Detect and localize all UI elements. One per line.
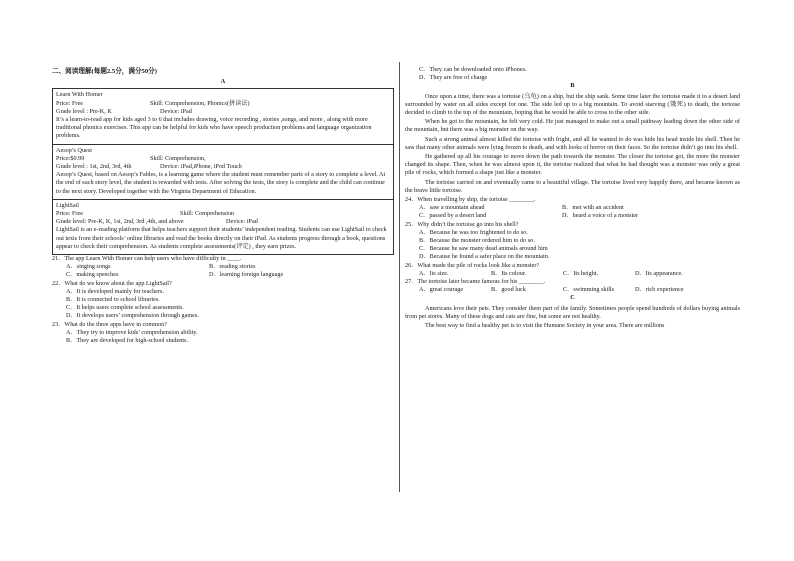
answer-option[interactable]: A．They try to improve kids’ comprehension ability.: [66, 328, 198, 336]
passage-paragraph: He gathered up all his courage to move down the path towards the monster. The closer the tortoise got, the more the monster changed its shape. Then, when he was almost upon it, the tortoise realized that what he had thought was a monster was only a great pile of rocks, which formed a shape just like a monster.: [405, 153, 740, 177]
passage-paragraph: The tortoise carried on and eventually came to a beautiful village. The tortoise lived very happily there, and became known as the brave little tortoise.: [405, 178, 740, 194]
answer-option[interactable]: B．reading stories: [209, 263, 256, 271]
passage-c: [405, 305, 740, 331]
answer-option[interactable]: A．Its size.: [419, 269, 449, 277]
answer-option[interactable]: A．Because he was too frightened to do so.: [419, 228, 528, 236]
question-stem: 21．The app Learn With Homer can help users who have difficulty in ____.: [52, 255, 242, 263]
passage-paragraph: Once upon a time, there was a tortoise (乌龟) on a ship, but the ship sank. Some time later the tortoise made it to a desert land surrounded by water on all sides except for one. The side led up to a big mountain. To avoid starving (饿死) to death, the tortoise decided to climb to the top of the mountain, hoping that he would be able to cross to the other side.: [405, 92, 740, 117]
app-grade: Grade level : 1st, 2nd, 3rd, 4th: [56, 163, 132, 171]
passage-b: [405, 93, 740, 195]
app-skill: Skill: Comprehension, Phonics(拼读法): [150, 99, 250, 107]
app-skill: Skill: Comprehension: [180, 210, 235, 218]
app-grade: Grade level : Pre-K, K: [56, 107, 112, 115]
app-card: [53, 200, 393, 254]
part-c-heading: C: [570, 294, 575, 302]
question-stem: 27．The tortoise later became famous for his ________.: [405, 278, 546, 286]
answer-option[interactable]: C．making speeches: [66, 271, 119, 279]
answer-option[interactable]: C．passed by a desert land: [419, 212, 487, 220]
question-list-left: [52, 255, 394, 345]
answer-option[interactable]: B．Because the monster ordered him to do so.: [419, 237, 535, 245]
app-description: It’s a learn-to-read app for kids aged 3 to 6 that includes drawing, voice recording , stories ,songs, and more , along with more traditional phonics exercises. This app can be helpful for kids who have speech production problems and language organization problems.: [56, 116, 372, 140]
column-divider: [399, 62, 400, 492]
question-list-right: [405, 196, 740, 294]
app-device: Device: iPad,iPhone, iPod Touch: [160, 163, 242, 171]
app-description: LightSail is an e-reading platform that helps teachers support their students’ independent reading. Students can use LightSail to check out texts from their schools’ online libraries and read the books directly on their iPad. As students progress through a book, questions appear to check their comprehension. As students complete assessments(评定) , they earn prizes.: [56, 226, 387, 250]
app-card: [53, 145, 393, 200]
answer-option[interactable]: A．saw a mountain ahead: [419, 204, 485, 212]
question-stem: 22．What do we know about the app LightSail?: [52, 279, 172, 287]
app-description: Aesop’s Quest, based on Aesop’s Fables, is a learning game where the student must remember parts of a story to complete a level. At the end of each story level, the student is rewarded with tests. After solving the tests, the story is complete and the child can continue to the next story. Developed together with the Virginia Department of Education.: [56, 171, 386, 195]
app-card: [53, 89, 393, 144]
answer-option[interactable]: C．Because he saw many dead animals around him: [419, 245, 548, 253]
answer-option[interactable]: A．It is developed mainly for teachers.: [66, 287, 164, 295]
passage-paragraph: Americans love their pets. They consider them part of the family. Sometimes people spend hundreds of dollars buying animals from pet stores. Many of these dogs and cats are fine, but some are not healthy.: [405, 304, 740, 320]
left-column: [52, 68, 394, 345]
answer-option[interactable]: D．Its appearance.: [635, 269, 683, 277]
answer-option[interactable]: D．They are free of charge: [419, 74, 488, 82]
answer-option[interactable]: C．Its height.: [563, 269, 599, 277]
part-b-heading: B: [570, 82, 575, 90]
app-device: Device: iPad: [160, 107, 192, 115]
answer-option[interactable]: D．It develops users’ comprehension through games.: [66, 312, 199, 320]
apps-table: [52, 88, 394, 255]
answer-option[interactable]: A．great courage: [419, 286, 464, 294]
question-stem: 26．What made the pile of rocks look like a monster?: [405, 261, 540, 269]
answer-option[interactable]: C．They can be downloaded onto iPhones.: [419, 66, 527, 73]
answer-option[interactable]: B．met with an accident: [562, 204, 624, 212]
answer-option[interactable]: D．rich experience: [635, 286, 684, 294]
app-skill: Skill: Comprehension,: [150, 154, 206, 162]
app-price: Price: Free: [56, 210, 83, 218]
answer-option[interactable]: C．swimming skills: [563, 286, 615, 294]
section-title: 二、阅读理解(每题2.5分，满分50分): [52, 68, 157, 75]
app-name: Aesop’s Quest: [56, 146, 92, 154]
right-column: [405, 66, 740, 331]
passage-paragraph: When he got to the mountain, he felt very cold. He just managed to make out a small pathway leading down the other side of the mountain, but there was a big monster on the way.: [405, 118, 740, 134]
app-price: Price: Free: [56, 99, 83, 107]
answer-option[interactable]: A．singing songs: [66, 263, 111, 271]
answer-option[interactable]: B．Its colour.: [491, 269, 527, 277]
app-name: LightSail: [56, 201, 80, 209]
question-stem: 24．When travelling by ship, the tortoise ________.: [405, 196, 536, 204]
answer-option[interactable]: D．learning foreign language: [209, 271, 284, 279]
answer-option[interactable]: B．It is connected to school libraries.: [66, 296, 160, 304]
question-stem: 23．What do the three apps have in common?: [52, 320, 167, 328]
app-name: Learn With Homer: [56, 91, 103, 99]
answer-option[interactable]: B．good luck: [491, 286, 526, 294]
answer-option[interactable]: B．They are developed for high-school students.: [66, 337, 189, 345]
answer-option[interactable]: D．Because he found a safer place on the mountain.: [419, 253, 550, 261]
app-device: Device: iPad: [226, 218, 258, 226]
passage-paragraph: The best way to find a healthy pet is to visit the Humane Society in your area. There are millions: [425, 322, 665, 330]
app-price: Price:$0.99: [56, 154, 85, 162]
app-grade: Grade level: Pre-K, K, 1st, 2nd, 3rd ,4th, and above: [56, 218, 184, 226]
part-a-heading: A: [220, 78, 226, 86]
passage-paragraph: Such a strong animal almost killed the tortoise with fright, and all he wanted to do was hide his head inside his shell. Then he saw that many other animals were lying frozen to death, and with looks of horror on their faces. So the tortoise didn’t go into his shell.: [405, 135, 740, 151]
answer-option[interactable]: C．It helps users complete school assessments.: [66, 304, 184, 312]
question-stem: 25．Why didn’t the tortoise go into his shell?: [405, 220, 519, 228]
answer-option[interactable]: D．heard a voice of a monster: [562, 212, 639, 220]
